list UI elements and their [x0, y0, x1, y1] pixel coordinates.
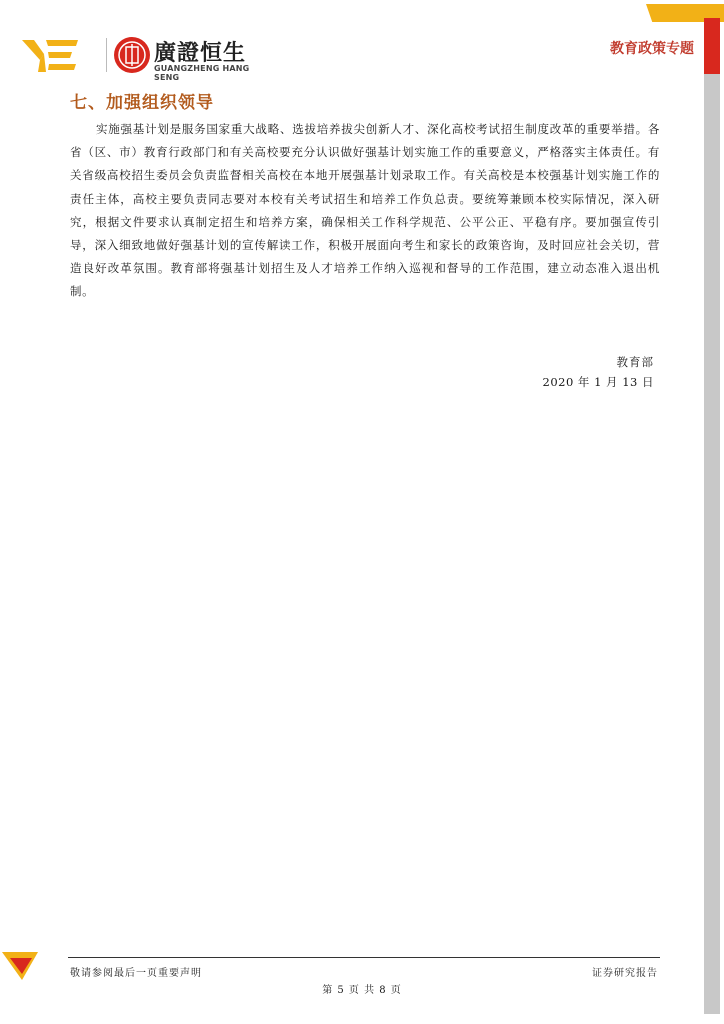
- signature-date: 2020 年 1 月 13 日: [542, 375, 654, 389]
- side-red-bar: [704, 18, 720, 74]
- signature-department: 教育部: [616, 355, 654, 369]
- corner-triangle-icon: [2, 952, 38, 984]
- footer-disclaimer: 敬请参阅最后一页重要声明: [70, 968, 202, 979]
- brand-name-en: GUANGZHENG HANG SENG: [154, 64, 250, 82]
- brand-logo: [22, 36, 252, 82]
- footer-rule: [68, 957, 660, 958]
- section-heading: 七、加强组织领导: [70, 93, 214, 113]
- side-gray-bar: [704, 74, 720, 1014]
- body-paragraph: 实施强基计划是服务国家重大战略、选拔培养拔尖创新人才、深化高校考试招生制度改革的重要举措。各省（区、市）教育行政部门和有关高校要充分认识做好强基计划实施工作的重要意义，严格落实主体责任。有关省级高校招生委员会负责监督相关高校在本地开展强基计划录取工作。有关高校是本校强基计划实施工作的责任主体，高校主要负责同志要对本校有关考试招生和培养工作负总责。要统筹兼顾本校实际情况，深入研究，根据文件要求认真制定招生和培养方案，确保相关工作科学规范、公平公正、平稳有序。要加强宣传引导，深入细致地做好强基计划的宣传解读工作，积极开展面向考生和家长的政策咨询，及时回应社会关切，营造良好改革氛围。教育部将强基计划招生及人才培养工作纳入巡视和督导的工作范围，建立动态准入退出机制。: [70, 122, 660, 299]
- report-topic: 教育政策专题: [610, 41, 694, 57]
- page-number: 第 5 页 共 8 页: [322, 985, 402, 996]
- brand-name-cn: 廣證恒生: [154, 41, 247, 66]
- footer-report-type: 证券研究报告: [592, 968, 658, 979]
- ye-mark-icon: [22, 38, 80, 72]
- seal-icon: [113, 36, 151, 74]
- logo-divider: [106, 38, 107, 72]
